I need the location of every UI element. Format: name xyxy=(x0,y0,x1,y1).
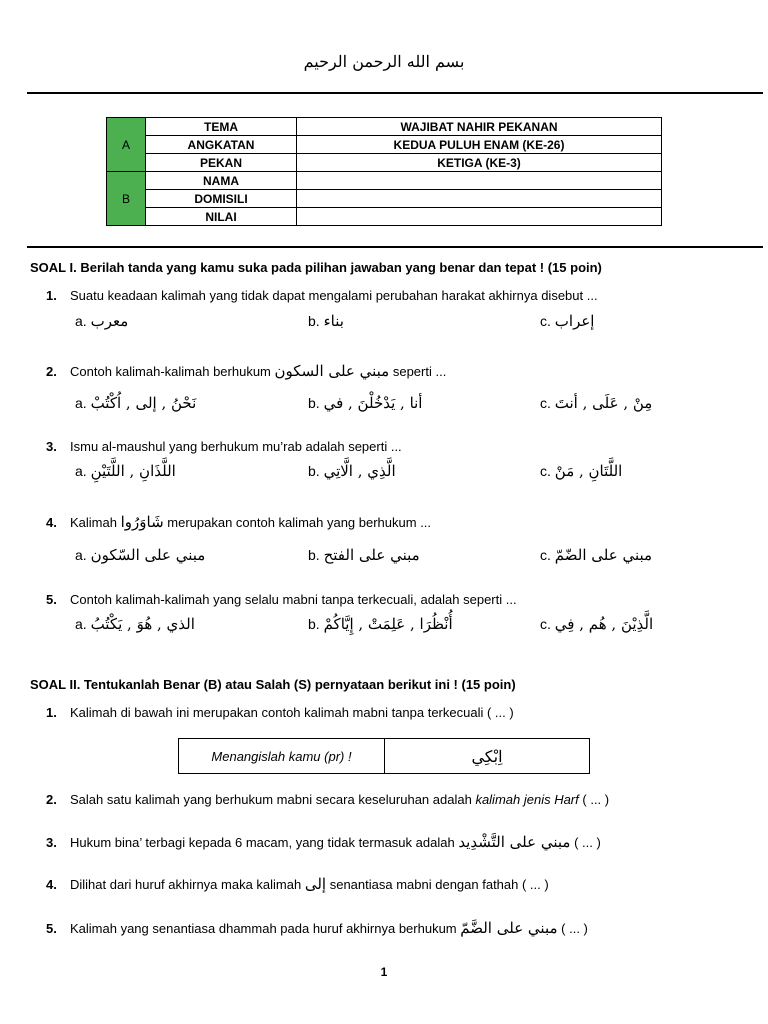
option-c-text: إعراب xyxy=(554,312,595,330)
option-label: a. xyxy=(75,616,87,632)
option-a[interactable] xyxy=(75,312,128,330)
option-c[interactable] xyxy=(540,615,653,633)
question-text-italic: kalimah jenis Harf xyxy=(475,792,579,807)
question-number: 4. xyxy=(46,877,57,892)
option-c[interactable] xyxy=(540,462,622,480)
option-c[interactable] xyxy=(540,312,594,330)
option-label: b. xyxy=(308,547,320,563)
option-a-text: الذي , هُوَ , يَكْتُبُ xyxy=(90,615,195,633)
question-text-post: merupakan contoh kalimah yang berhukum ... xyxy=(167,515,432,530)
question-text-pre: Kalimah yang senantiasa dhammah pada huruf akhirnya berhukum xyxy=(70,921,457,936)
question-text xyxy=(70,875,549,893)
label-angkatan: ANGKATAN xyxy=(146,136,297,154)
group-a: A xyxy=(107,118,146,172)
question-text-arabic: إلى xyxy=(304,875,327,893)
option-b-text: مبني على الفتح xyxy=(323,546,420,564)
option-b[interactable] xyxy=(308,615,453,633)
question-number: 3. xyxy=(46,835,57,850)
value-pekan: KETIGA (KE-3) xyxy=(297,154,662,172)
question-number: 2. xyxy=(46,364,57,379)
option-label: c. xyxy=(540,313,551,329)
question-number: 5. xyxy=(46,921,57,936)
option-c-text: الَّذِيْنَ , هُم , فِي xyxy=(554,615,654,633)
question-text-arabic: مبني على الضَّمّ xyxy=(460,919,558,937)
option-b-text: الَّذِي , الَّاتِي xyxy=(323,462,396,480)
option-b-text: أُنْظُرَا , عَلِمَتْ , إِيَّاكُمْ xyxy=(323,615,453,633)
question-text-post: seperti ... xyxy=(392,364,447,379)
option-b[interactable] xyxy=(308,546,420,564)
question-text: Ismu al-maushul yang berhukum mu’rab adalah seperti ... xyxy=(70,439,402,454)
question-text: Kalimah di bawah ini merupakan contoh kalimah mabni tanpa terkecuali ( ... ) xyxy=(70,705,514,720)
question-text: Suatu keadaan kalimah yang tidak dapat mengalami perubahan harakat akhirnya disebut ... xyxy=(70,288,598,303)
option-label: b. xyxy=(308,395,320,411)
option-b-text: أنا , يَدْخُلْنَ , في xyxy=(323,394,423,412)
option-label: c. xyxy=(540,395,551,411)
question-text xyxy=(70,513,431,531)
question-text-post: ( ... ) xyxy=(574,835,601,850)
divider xyxy=(27,92,763,94)
example-box xyxy=(178,738,590,774)
basmalah: بسم الله الرحمن الرحيم xyxy=(303,52,465,71)
question-number: 3. xyxy=(46,439,57,454)
option-b[interactable] xyxy=(308,394,422,412)
question-text xyxy=(70,792,609,807)
option-label: b. xyxy=(308,463,320,479)
question-number: 1. xyxy=(46,705,57,720)
example-arabic: اِبْكِي xyxy=(471,746,503,766)
question-text xyxy=(70,833,601,851)
label-tema: TEMA xyxy=(146,118,297,136)
question-text-post: ( ... ) xyxy=(561,921,588,936)
option-c-text: مبني على الضّمّ xyxy=(554,546,653,564)
option-a-text: معرب xyxy=(90,312,129,330)
option-label: a. xyxy=(75,547,87,563)
option-label: b. xyxy=(308,616,320,632)
label-pekan: PEKAN xyxy=(146,154,297,172)
option-a[interactable] xyxy=(75,462,176,480)
question-text: Contoh kalimah-kalimah yang selalu mabni tanpa terkecuali, adalah seperti ... xyxy=(70,592,517,607)
question-number: 4. xyxy=(46,515,57,530)
label-domisili: DOMISILI xyxy=(146,190,297,208)
question-text-pre: Contoh kalimah-kalimah berhukum xyxy=(70,364,271,379)
option-c[interactable] xyxy=(540,546,652,564)
question-text xyxy=(70,919,588,937)
label-nilai: NILAI xyxy=(146,208,297,226)
question-text-pre: Hukum bina’ terbagi kepada 6 macam, yang tidak termasuk adalah xyxy=(70,835,455,850)
option-label: c. xyxy=(540,547,551,563)
identity-table xyxy=(106,117,662,226)
option-label: c. xyxy=(540,463,551,479)
option-label: c. xyxy=(540,616,551,632)
option-c-text: مِنْ , عَلَى , أنتَ xyxy=(554,394,653,412)
section-title-soal1: SOAL I. Berilah tanda yang kamu suka pada pilihan jawaban yang benar dan tepat ! (15 poin) xyxy=(30,260,602,275)
option-a[interactable] xyxy=(75,546,205,564)
option-c-text: اللَّتَانِ , مَنْ xyxy=(554,462,623,480)
option-a[interactable] xyxy=(75,394,196,412)
group-b: B xyxy=(107,172,146,226)
question-text-arabic: شَاوَرُوا xyxy=(120,513,164,531)
option-c[interactable] xyxy=(540,394,652,412)
example-translation: Menangislah kamu (pr) ! xyxy=(179,739,385,773)
question-text xyxy=(70,362,446,380)
divider xyxy=(27,246,763,248)
value-domisili[interactable] xyxy=(297,190,662,208)
option-a-text: نَحْنُ , إلى , اُكْتُبْ xyxy=(90,394,197,412)
question-text-pre: Salah satu kalimah yang berhukum mabni secara keseluruhan adalah xyxy=(70,792,472,807)
option-a-text: اللَّذَانِ , اللَّتَيْنِ xyxy=(90,462,176,480)
option-label: a. xyxy=(75,313,87,329)
question-text-arabic: مبني على التَّشْدِيد xyxy=(458,833,571,851)
question-number: 5. xyxy=(46,592,57,607)
option-a[interactable] xyxy=(75,615,195,633)
option-label: a. xyxy=(75,395,87,411)
question-number: 2. xyxy=(46,792,57,807)
value-angkatan: KEDUA PULUH ENAM (KE-26) xyxy=(297,136,662,154)
question-text-pre: Dilihat dari huruf akhirnya maka kalimah xyxy=(70,877,302,892)
label-nama: NAMA xyxy=(146,172,297,190)
value-tema: WAJIBAT NAHIR PEKANAN xyxy=(297,118,662,136)
option-label: a. xyxy=(75,463,87,479)
option-b[interactable] xyxy=(308,462,396,480)
question-text-post: ( ... ) xyxy=(582,792,610,807)
option-label: b. xyxy=(308,313,320,329)
option-b-text: بناء xyxy=(323,312,344,330)
question-number: 1. xyxy=(46,288,57,303)
option-a-text: مبني على السّكون xyxy=(90,546,206,564)
section-title-soal2: SOAL II. Tentukanlah Benar (B) atau Salah (S) pernyataan berikut ini ! (15 poin) xyxy=(30,677,516,692)
page-number: 1 xyxy=(380,965,388,979)
question-text-pre: Kalimah xyxy=(70,515,117,530)
value-nama[interactable] xyxy=(297,172,662,190)
option-b[interactable] xyxy=(308,312,344,330)
value-nilai[interactable] xyxy=(297,208,662,226)
question-text-post: senantiasa mabni dengan fathah ( ... ) xyxy=(329,877,549,892)
question-text-arabic: مبني على السكون xyxy=(274,362,390,380)
